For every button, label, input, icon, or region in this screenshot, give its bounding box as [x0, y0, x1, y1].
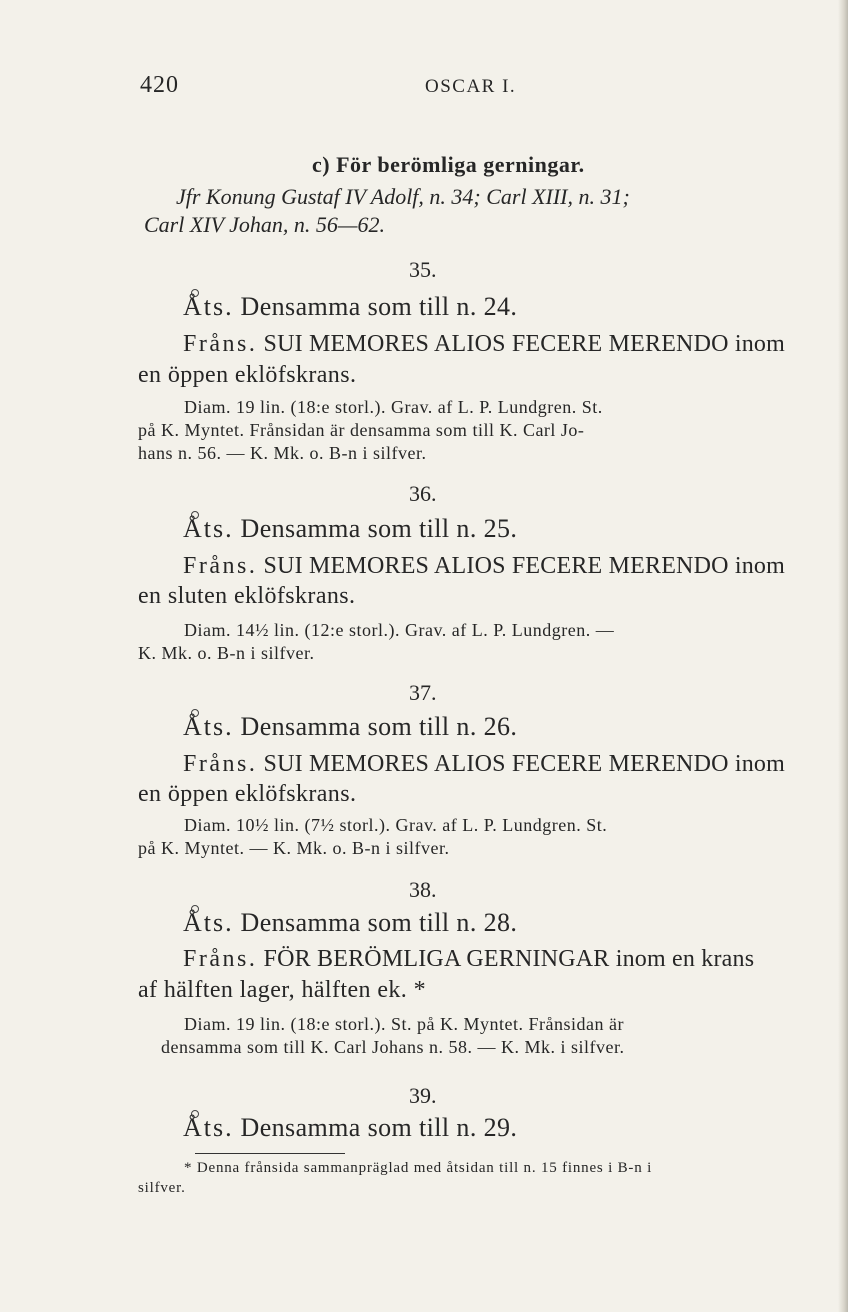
- reverse-line-1: [183, 553, 785, 580]
- obverse-line: [183, 514, 517, 544]
- obverse-text: Densamma som till n. 29.: [240, 1113, 518, 1142]
- obverse-line: [183, 1113, 517, 1143]
- description-line: densamma som till K. Carl Johans n. 58. — K. Mk. i silfver.: [161, 1037, 625, 1057]
- footnote-line-2: silfver.: [138, 1180, 186, 1196]
- obverse-line: [183, 292, 517, 322]
- entry-number: 38.: [409, 877, 437, 902]
- obverse-text: Densamma som till n. 28.: [240, 908, 518, 937]
- reverse-label: Fråns.: [183, 331, 258, 357]
- section-title: c) För berömliga gerningar.: [312, 152, 585, 177]
- reverse-line-2: en öppen eklöfskrans.: [138, 362, 357, 388]
- obverse-line: [183, 908, 517, 938]
- reverse-label: Fråns.: [183, 553, 258, 579]
- obverse-text: Densamma som till n. 25.: [240, 514, 518, 543]
- entry-number: 39.: [409, 1083, 437, 1108]
- description-line: Diam. 14½ lin. (12:e storl.). Grav. af L. P. Lundgren. —: [184, 620, 615, 640]
- obverse-text: Densamma som till n. 26.: [240, 712, 518, 741]
- obverse-line: [183, 712, 517, 742]
- footnote-rule: [195, 1153, 345, 1154]
- obverse-text: Densamma som till n. 24.: [240, 292, 518, 321]
- description-line: K. Mk. o. B-n i silfver.: [138, 643, 315, 663]
- reverse-line-1: [183, 946, 754, 973]
- footnote-line-1: * Denna frånsida sammanpräglad med åtsidan till n. 15 finnes i B-n i: [184, 1160, 653, 1176]
- description-line: Diam. 19 lin. (18:e storl.). Grav. af L. P. Lundgren. St.: [184, 397, 603, 417]
- reverse-inscription: SUI MEMORES ALIOS FECERE MERENDO inom: [263, 331, 785, 357]
- reverse-line-1: [183, 751, 785, 778]
- cross-reference-line-1: Jfr Konung Gustaf IV Adolf, n. 34; Carl XIII, n. 31;: [176, 184, 630, 209]
- reverse-line-1: [183, 331, 785, 358]
- obverse-label: Åts.: [183, 712, 234, 741]
- obverse-label: Åts.: [183, 292, 234, 321]
- description-line: Diam. 19 lin. (18:e storl.). St. på K. Myntet. Frånsidan är: [184, 1014, 624, 1034]
- entry-number: 35.: [409, 257, 437, 282]
- obverse-label: Åts.: [183, 908, 234, 937]
- page-number: 420: [140, 72, 179, 98]
- reverse-label: Fråns.: [183, 946, 258, 972]
- reverse-line-2: af hälften lager, hälften ek. *: [138, 977, 426, 1003]
- reverse-line-2: en sluten eklöfskrans.: [138, 583, 356, 609]
- reverse-label: Fråns.: [183, 751, 258, 777]
- running-head: OSCAR I.: [425, 76, 517, 97]
- reverse-inscription: FÖR BERÖMLIGA GERNINGAR inom en krans: [263, 946, 755, 972]
- description-line: på K. Myntet. Frånsidan är densamma som till K. Carl Jo-: [138, 420, 585, 440]
- reverse-inscription: SUI MEMORES ALIOS FECERE MERENDO inom: [263, 553, 785, 579]
- reverse-line-2: en öppen eklöfskrans.: [138, 781, 357, 807]
- entry-number: 37.: [409, 680, 437, 705]
- entry-number: 36.: [409, 481, 437, 506]
- cross-reference-line-2: Carl XIV Johan, n. 56—62.: [144, 212, 385, 237]
- obverse-label: Åts.: [183, 514, 234, 543]
- obverse-label: Åts.: [183, 1113, 234, 1142]
- reverse-inscription: SUI MEMORES ALIOS FECERE MERENDO inom: [263, 751, 785, 777]
- description-line: hans n. 56. — K. Mk. o. B-n i silfver.: [138, 443, 427, 463]
- description-line: på K. Myntet. — K. Mk. o. B-n i silfver.: [138, 838, 450, 858]
- description-line: Diam. 10½ lin. (7½ storl.). Grav. af L. P. Lundgren. St.: [184, 815, 608, 835]
